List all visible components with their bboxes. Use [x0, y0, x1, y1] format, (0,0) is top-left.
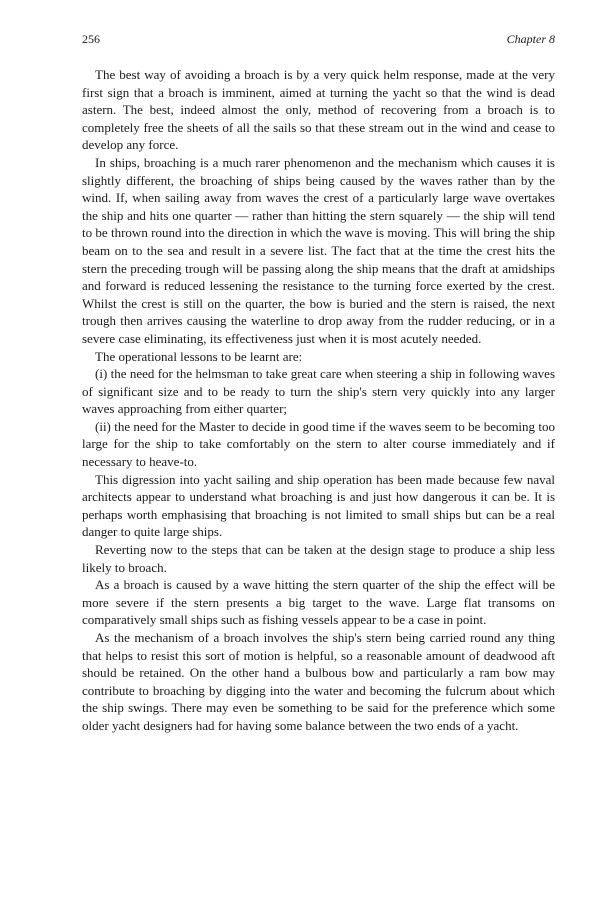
body-text: [82, 66, 555, 735]
paragraph-avoiding-broach: The best way of avoiding a broach is by a very quick helm response, made at the very first sign that a broach is imminent, aimed at turning the yacht so that the wind is dead astern. The best, indeed almost the only, method of recovering from a broach is to completely free the sheets of all the sails so that these stream out in the wind and cease to develop any force.: [82, 67, 555, 153]
paragraph-stern-target: As a broach is caused by a wave hitting the stern quarter of the ship the effect will be more severe if the stern presents a big target to the wave. Large flat transoms on comparatively small ships such as fishing vessels appear to be a case in point.: [82, 577, 555, 628]
page-number: 256: [82, 32, 100, 46]
chapter-label: Chapter 8: [506, 32, 555, 46]
running-header: [82, 31, 555, 47]
paragraph-operational-lessons: The operational lessons to be learnt are:: [95, 348, 303, 364]
paragraph-ship-broaching: In ships, broaching is a much rarer phenomenon and the mechanism which causes it is slightly different, the broaching of ships being caused by the waves rather than by the wind. If, when sailing away from waves the crest of a particularly large wave overtakes the ship and hits one quarter — rather than hitting the stern squarely — the ship will tend to be thrown round into the direction in which the wave is moving. This will bring the ship beam on to the sea and result in a severe list. The fact that at the time the crest hits the stern the preceding trough will be passing along the ship means that the draft at amidships and forward is reduced lessening the resistance to the turning force exerted by the crest. Whilst the crest is still on the quarter, the bow is buried and the stern is raised, the next trough then arrives causing the waterline to drop away from the rudder reducing, or in a severe case eliminating, its effectiveness just when it is most acutely needed.: [82, 154, 555, 346]
paragraph-design-stage: Reverting now to the steps that can be taken at the design stage to produce a ship less likely to broach.: [82, 542, 555, 575]
paragraph-lesson-i: (i) the need for the helmsman to take great care when steering a ship in following waves of significant size and to be ready to turn the ship's stern very quickly into any larger waves approaching from either quarter;: [82, 366, 555, 417]
paragraph-digression: This digression into yacht sailing and ship operation has been made because few naval architects appear to understand what broaching is and just how dangerous it can be. It is perhaps worth emphasising that broaching is not limited to small ships but can be a real danger to quite large ships.: [82, 471, 555, 540]
paragraph-mechanism: As the mechanism of a broach involves the ship's stern being carried round any thing that helps to resist this sort of motion is helpful, so a reasonable amount of deadwood aft should be retained. On the other hand a bulbous bow and particularly a ram bow may contribute to broaching by digging into the water and becoming the fulcrum about which the ship swings. There may even be something to be said for the preference which some older yacht designers had for having some balance between the two ends of a yacht.: [82, 630, 555, 733]
paragraph-lesson-ii: (ii) the need for the Master to decide in good time if the waves seem to be becoming too large for the ship to take comfortably on the stern to alter course immediately and if necessary to heave-to.: [82, 418, 555, 470]
